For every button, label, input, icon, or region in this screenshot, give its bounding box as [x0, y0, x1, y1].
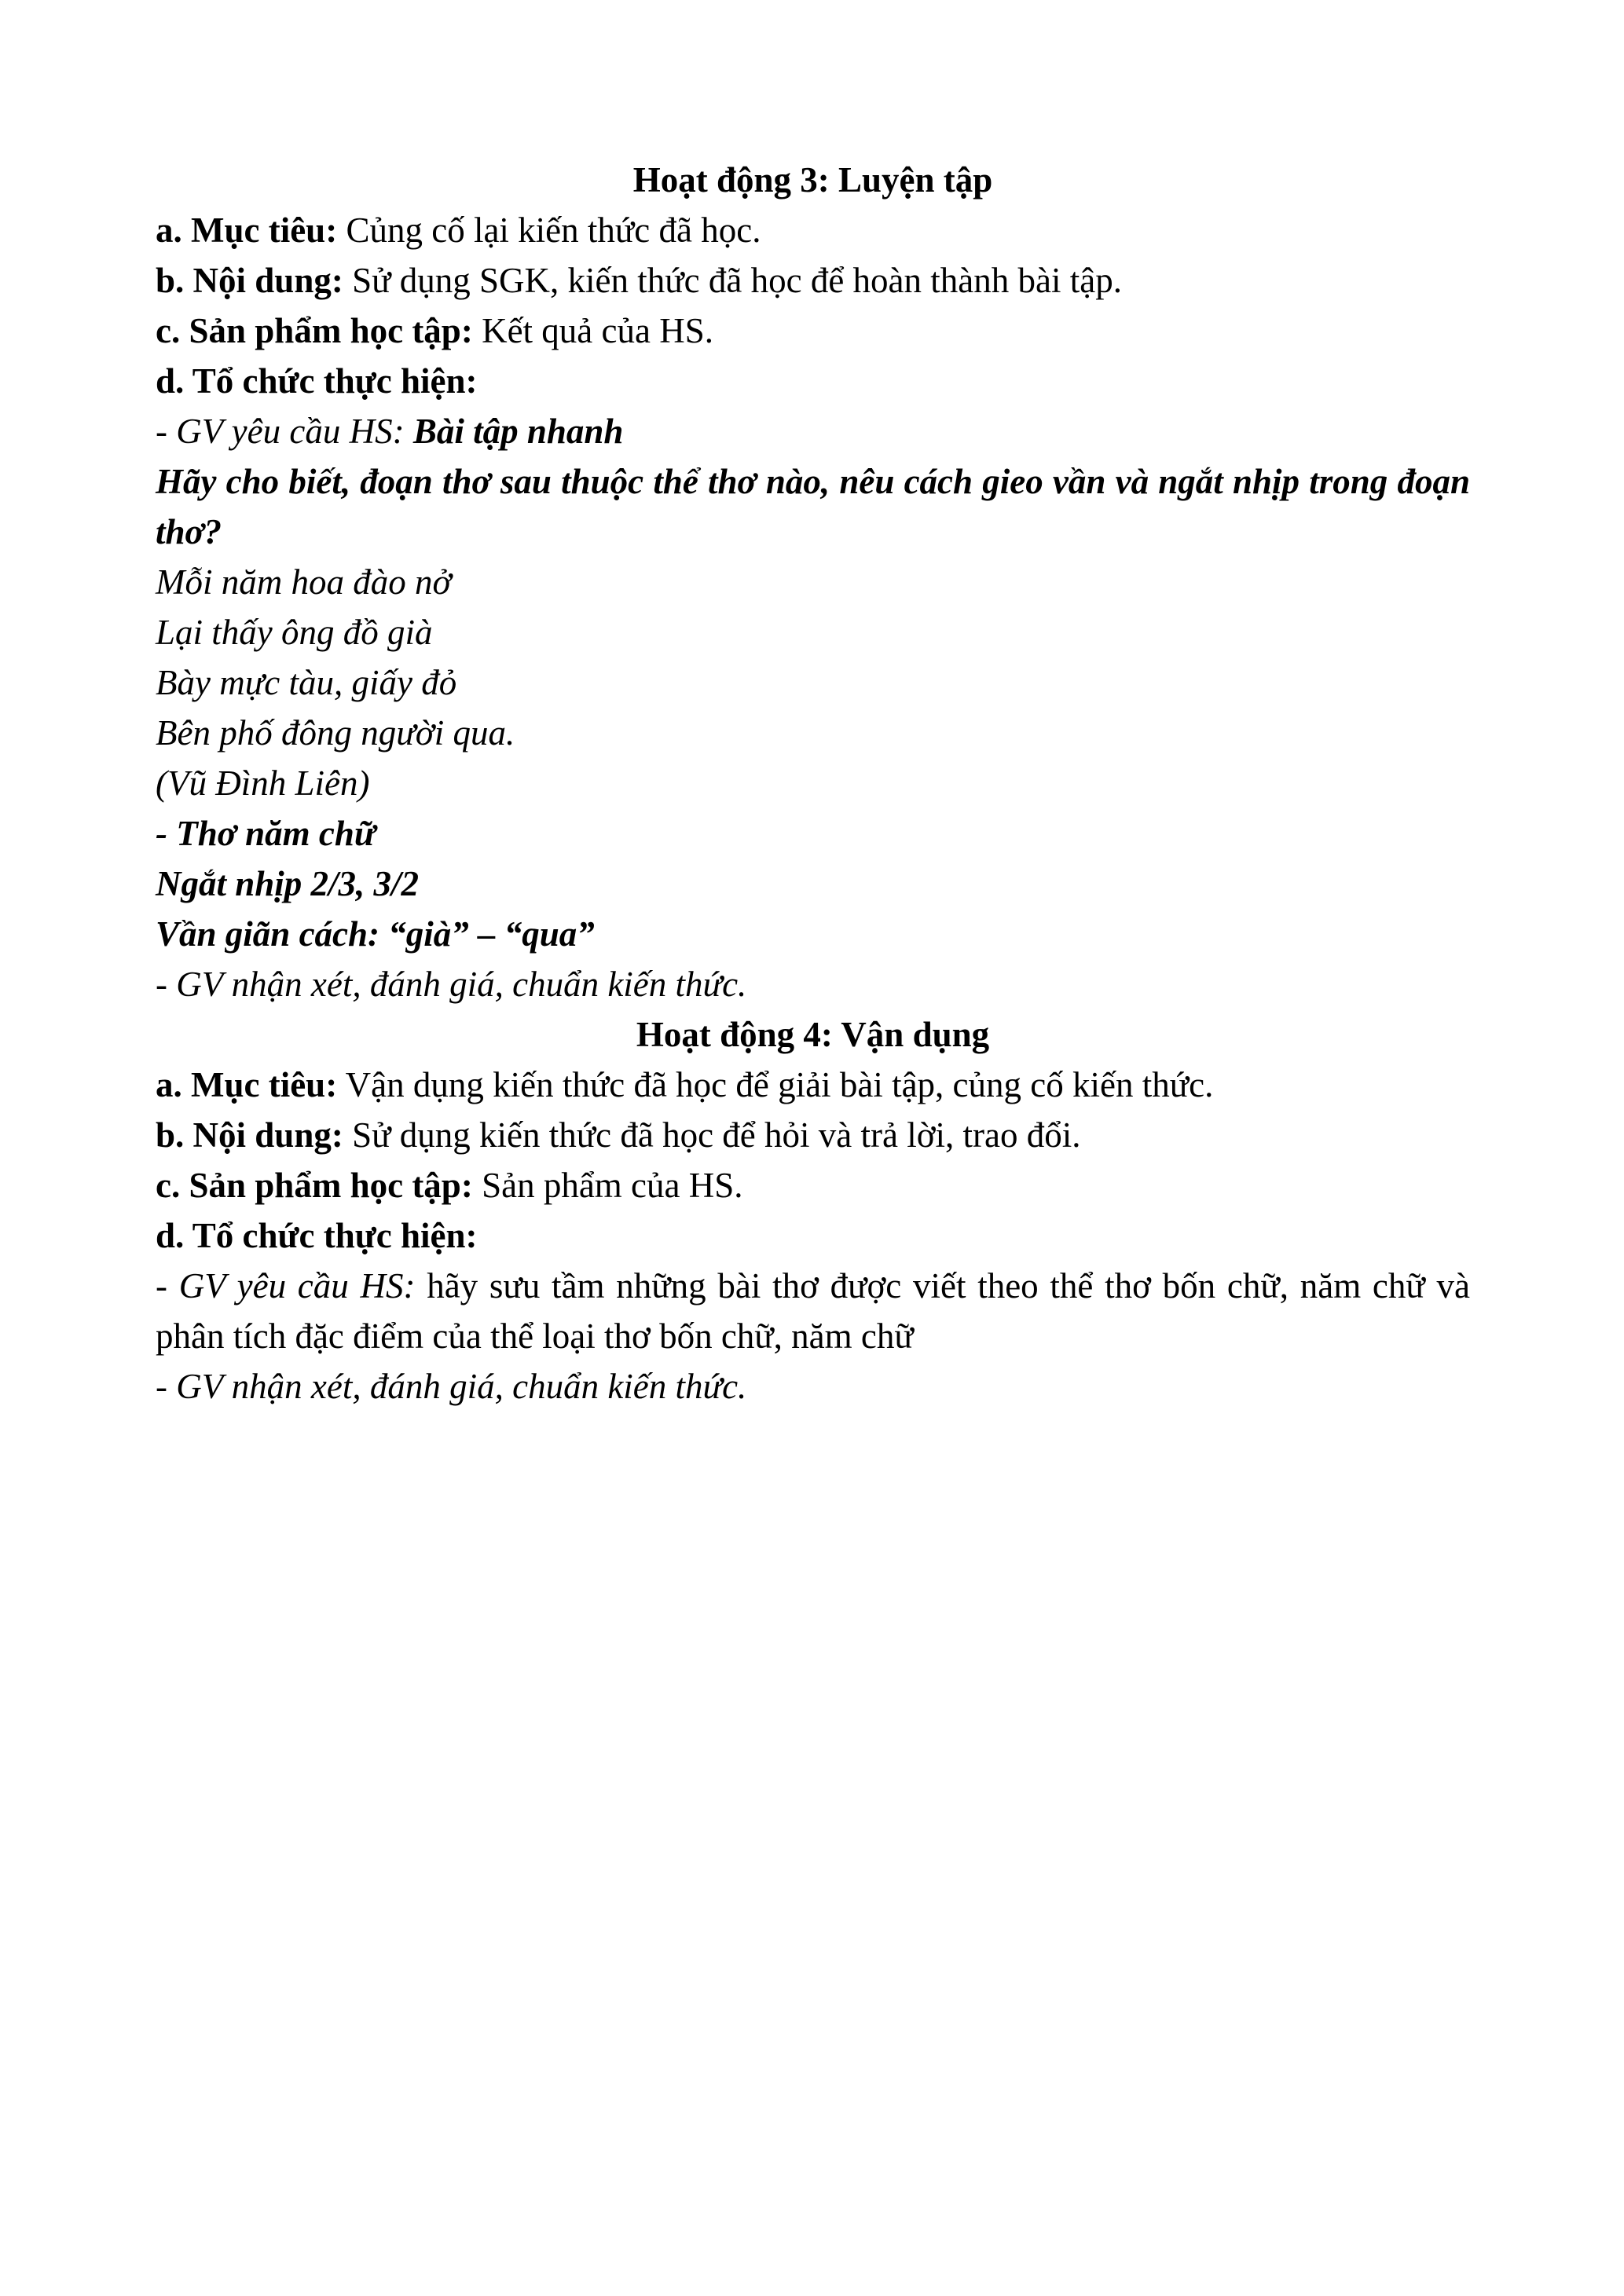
section4-request	[156, 1261, 1470, 1361]
section4-feedback: - GV nhận xét, đánh giá, chuẩn kiến thức.	[156, 1367, 747, 1406]
poem-line-1: Mỗi năm hoa đào nở	[156, 562, 452, 602]
section3-product-label: c. Sản phẩm học tập:	[156, 311, 473, 350]
answer-line-2: Ngắt nhịp 2/3, 3/2	[156, 864, 420, 903]
section4-request-text: hãy sưu tầm những bài thơ được viết theo thể thơ bốn chữ, năm chữ và phân tích đặc điểm của thể loại thơ bốn chữ, năm chữ	[156, 1266, 1470, 1356]
section4-objective-text: Vận dụng kiến thức đã học để giải bài tập, củng cố kiến thức.	[337, 1065, 1214, 1104]
section3-product-text: Kết quả của HS.	[472, 311, 713, 350]
section4-product-label: c. Sản phẩm học tập:	[156, 1166, 473, 1205]
section4-content	[156, 1110, 1470, 1160]
section3-feedback: - GV nhận xét, đánh giá, chuẩn kiến thức.	[156, 965, 747, 1004]
document-body	[156, 155, 1470, 1412]
poem-line-4: Bên phố đông người qua.	[156, 713, 515, 753]
section4-organize-label: d. Tổ chức thực hiện:	[156, 1216, 478, 1255]
section3-objective	[156, 205, 1470, 255]
answer-line-3: Vần giãn cách: “già” – “qua”	[156, 914, 595, 954]
section3-content-label: b. Nội dung:	[156, 261, 343, 300]
section3-objective-text: Củng cố lại kiến thức đã học.	[337, 211, 761, 250]
poem-author: (Vũ Đình Liên)	[156, 764, 370, 803]
section4-product	[156, 1160, 1470, 1210]
section3-product	[156, 306, 1470, 356]
section4-objective-label: a. Mục tiêu:	[156, 1065, 338, 1104]
section4-heading: Hoạt động 4: Vận dụng	[636, 1015, 990, 1054]
poem-line-3: Bày mực tàu, giấy đỏ	[156, 663, 457, 702]
section3-request-title: Bài tập nhanh	[412, 412, 624, 451]
section3-content-text: Sử dụng SGK, kiến thức đã học để hoàn thành bài tập.	[343, 261, 1122, 300]
section4-content-label: b. Nội dung:	[156, 1115, 343, 1155]
poem-line-2: Lại thấy ông đồ già	[156, 613, 433, 652]
section3-objective-label: a. Mục tiêu:	[156, 211, 338, 250]
section4-content-text: Sử dụng kiến thức đã học để hỏi và trả lời, trao đổi.	[343, 1115, 1081, 1155]
section4-request-prefix: - GV yêu cầu HS:	[156, 1266, 416, 1305]
answer-line-1: - Thơ năm chữ	[156, 814, 376, 853]
section3-heading: Hoạt động 3: Luyện tập	[632, 160, 993, 200]
section3-request	[156, 406, 1470, 456]
section4-product-text: Sản phẩm của HS.	[472, 1166, 743, 1205]
section3-request-prefix: - GV yêu cầu HS:	[156, 412, 413, 451]
section3-question: Hãy cho biết, đoạn thơ sau thuộc thể thơ nào, nêu cách gieo vần và ngắt nhịp trong đoạn thơ?	[156, 462, 1470, 551]
section3-organize-label: d. Tổ chức thực hiện:	[156, 361, 478, 401]
section4-objective	[156, 1060, 1470, 1110]
section3-content	[156, 255, 1470, 306]
